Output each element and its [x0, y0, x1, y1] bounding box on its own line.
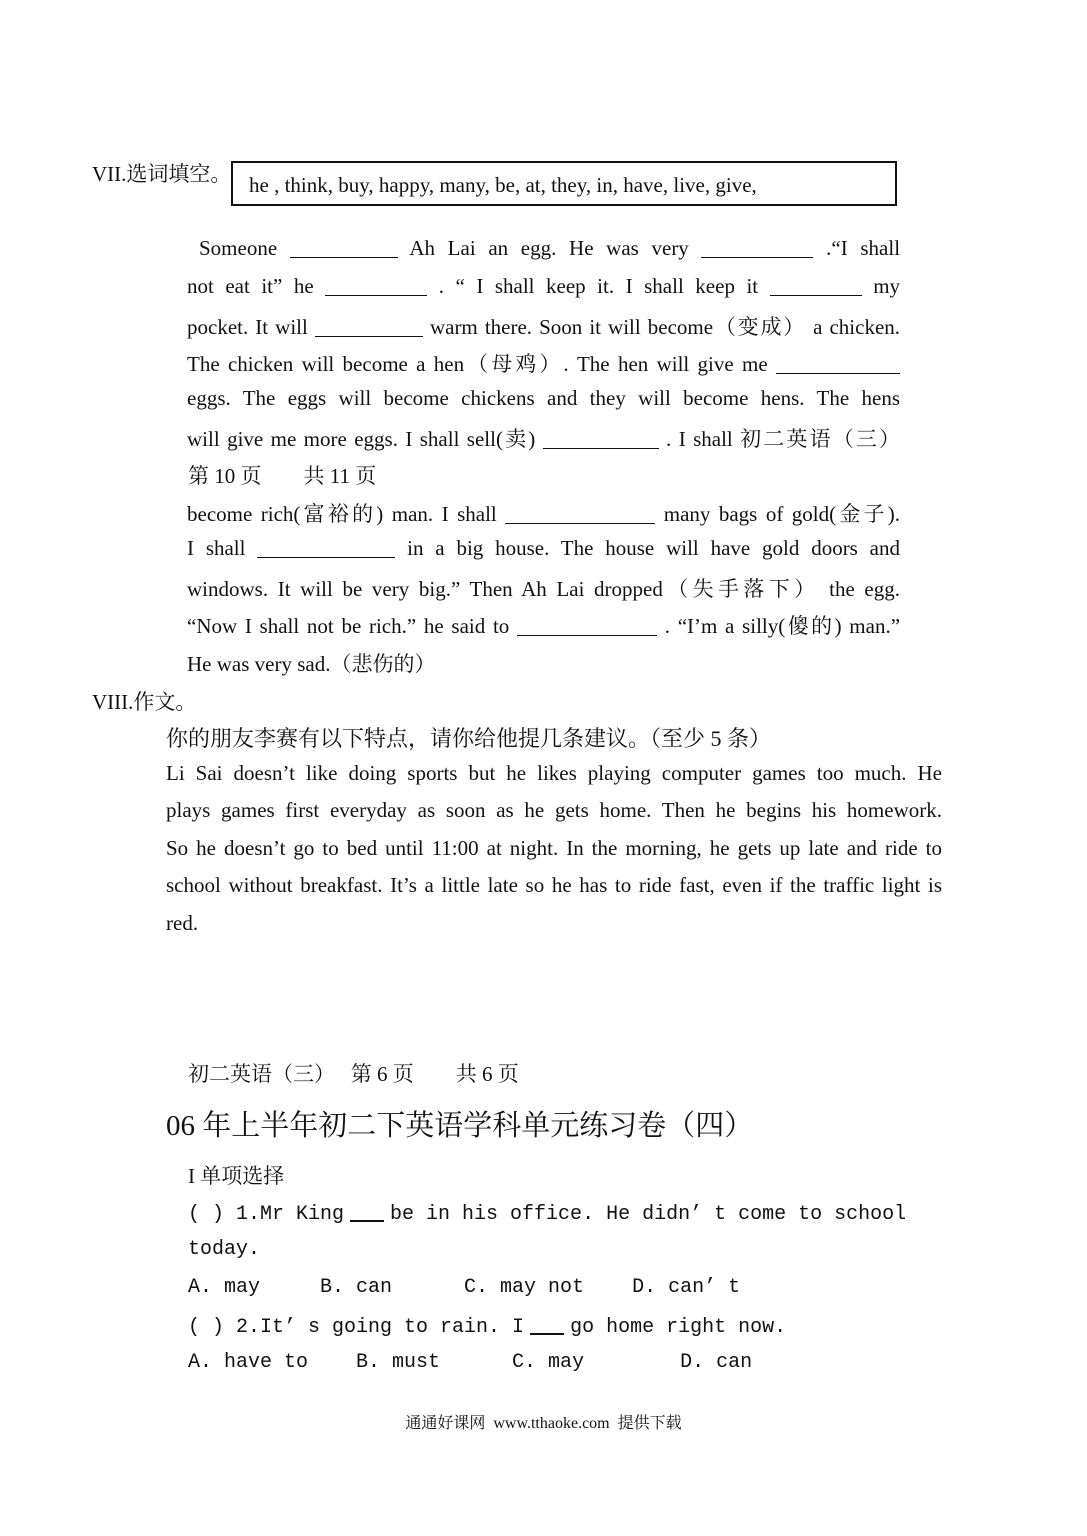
fill-blank[interactable]: [325, 274, 427, 296]
passage-text: not eat it” he: [187, 274, 314, 298]
passage-text: Someone: [199, 236, 278, 260]
passage-line: [187, 610, 900, 640]
passage-text: The chicken will become a hen（母鸡）. The hen will give me: [187, 352, 768, 376]
passage-text: in a big house. The house will have gold doors and: [407, 536, 901, 560]
word-bank-box: he , think, buy, happy, many, be, at, they, in, have, live, give,: [231, 161, 897, 206]
section-7-heading: VII.选词填空。: [92, 162, 232, 186]
page-marker: 第 10 页 共 11 页: [188, 464, 377, 488]
essay-line: plays games first everyday as soon as he gets home. Then he begins his homework.: [166, 798, 942, 822]
section-1-heading: I 单项选择: [188, 1164, 285, 1188]
essay-line: red.: [166, 911, 199, 935]
passage-text: . “ I shall keep it. I shall keep it: [438, 274, 759, 298]
fill-blank[interactable]: [257, 536, 395, 558]
page-footer-middle: 初二英语（三） 第 6 页 共 6 页: [188, 1062, 519, 1086]
answer-blank[interactable]: [350, 1200, 384, 1222]
passage-text: pocket. It will: [187, 315, 308, 339]
question-1: [188, 1200, 906, 1226]
passage-text: Ah Lai an egg. He was very: [409, 236, 689, 260]
fill-blank[interactable]: [290, 236, 398, 258]
question-text: ( ) 1.Mr King: [188, 1203, 345, 1226]
passage-line: [187, 498, 900, 528]
fill-blank[interactable]: [770, 274, 862, 296]
passage-line: eggs. The eggs will become chickens and they will become hens. The hens: [187, 386, 900, 410]
passage-text: I shall: [187, 536, 246, 560]
question-1-options: A. may B. can C. may not D. can’ t: [188, 1276, 741, 1299]
question-2-options: A. have to B. must C. may D. can: [188, 1351, 753, 1374]
passage-line: [187, 274, 900, 299]
essay-line: school without breakfast. It’s a little late so he has to ride fast, even if the traffic light is: [166, 873, 942, 897]
question-2: [188, 1313, 786, 1339]
question-text: be in his office. He didn’ t come to school: [390, 1203, 907, 1226]
passage-text: . I shall 初二英语（三）: [666, 427, 901, 451]
question-text: ( ) 2.It’ s going to rain. I: [188, 1316, 525, 1339]
passage-text: . “I’m a silly(傻的) man.”: [664, 614, 901, 638]
passage-text: “Now I shall not be rich.” he said to: [187, 614, 510, 638]
passage-text: many bags of gold(金子).: [663, 502, 901, 526]
essay-line: So he doesn’t go to bed until 11:00 at night. In the morning, he gets up late and ride to: [166, 836, 942, 860]
passage-text: .“I shall: [826, 236, 901, 260]
fill-blank[interactable]: [517, 614, 657, 636]
passage-text: will give me more eggs. I shall sell(卖): [187, 427, 536, 451]
passage-line: [187, 236, 900, 261]
exam-title: 06 年上半年初二下英语学科单元练习卷（四）: [166, 1110, 754, 1142]
download-footer: 通通好课网 www.tthaoke.com 提供下载: [405, 1415, 682, 1432]
passage-line: [187, 423, 900, 453]
essay-line: Li Sai doesn’t like doing sports but he likes playing computer games too much. He: [166, 761, 942, 785]
question-text: go home right now.: [570, 1316, 787, 1339]
fill-blank[interactable]: [543, 427, 659, 449]
passage-line: [187, 536, 900, 561]
passage-line: He was very sad.（悲伤的）: [187, 652, 436, 676]
passage-line: [187, 311, 900, 341]
section-8-heading: VIII.作文。: [92, 690, 197, 714]
fill-blank[interactable]: [776, 352, 900, 374]
fill-blank[interactable]: [701, 236, 813, 258]
question-1-continuation: today.: [188, 1238, 261, 1261]
passage-text: become rich(富裕的) man. I shall: [187, 502, 497, 526]
fill-blank[interactable]: [315, 315, 423, 337]
passage-text: my: [873, 274, 901, 298]
passage-text: warm there. Soon it will become（变成） a chicken.: [429, 315, 901, 339]
answer-blank[interactable]: [530, 1313, 564, 1335]
passage-line: windows. It will be very big.” Then Ah Lai dropped（失手落下） the egg.: [187, 577, 900, 601]
fill-blank[interactable]: [505, 502, 655, 524]
passage-line: [187, 348, 900, 378]
essay-prompt: 你的朋友李赛有以下特点，请你给他提几条建议。（至少 5 条）: [166, 726, 772, 751]
